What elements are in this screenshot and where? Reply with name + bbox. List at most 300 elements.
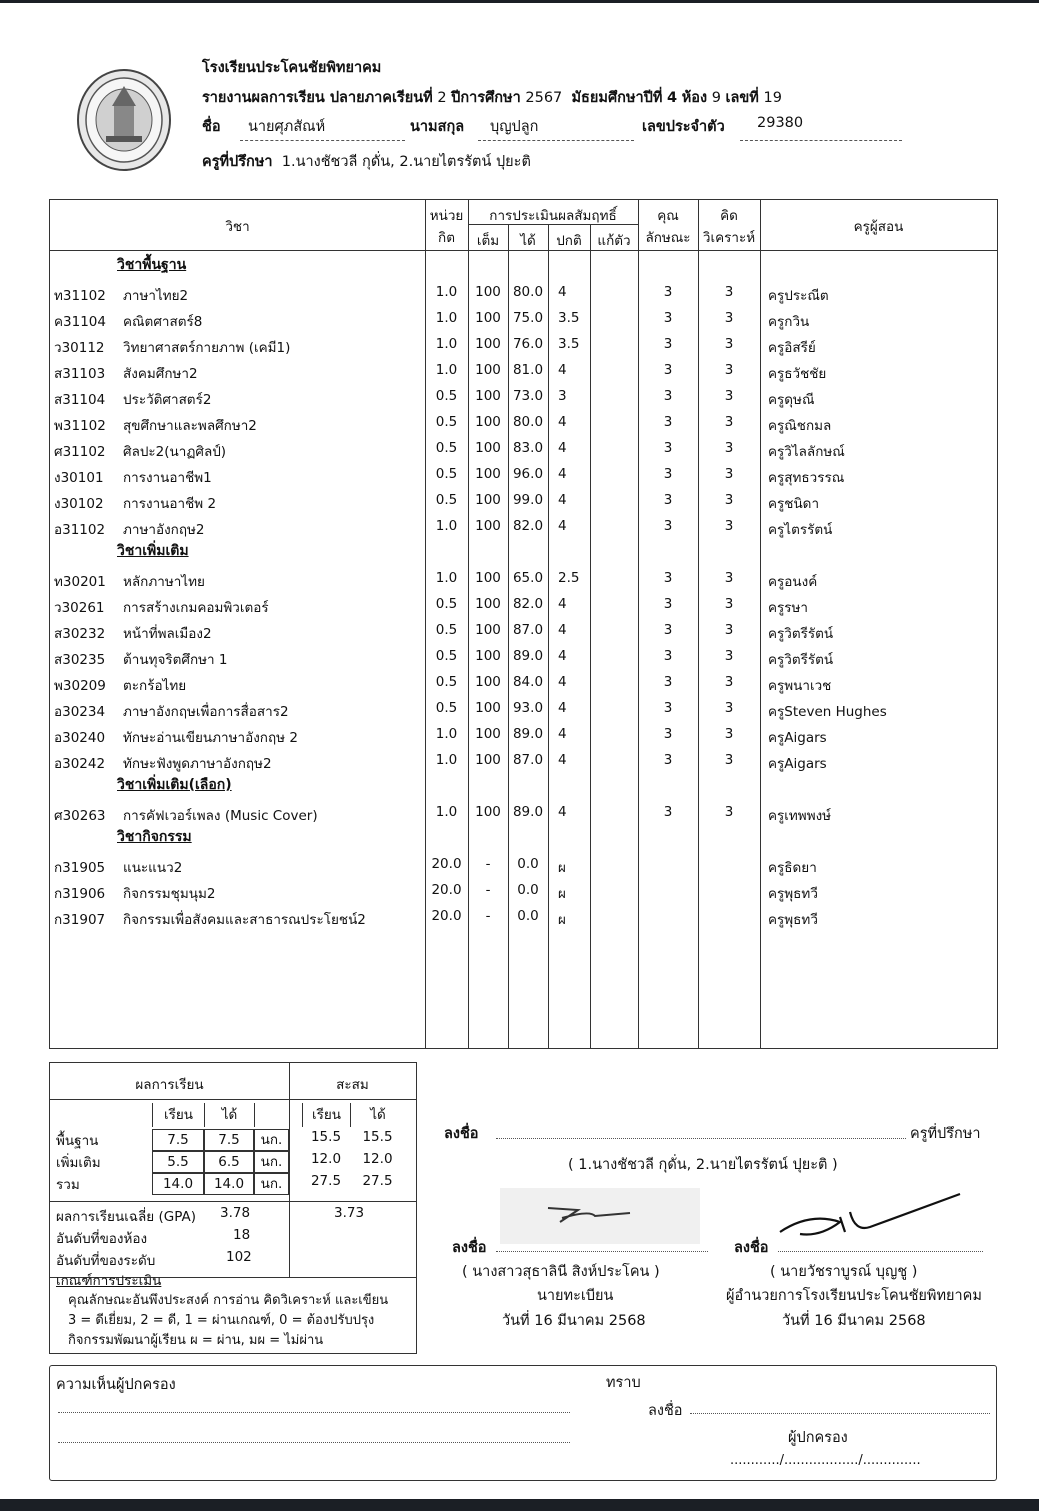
full-score: - [485,908,491,924]
trait-score: 3 [663,700,673,716]
trait-score: 3 [663,752,673,768]
summary-studied: 14.0 [152,1173,204,1195]
cum-gpa-value: 3.73 [334,1205,365,1221]
trait-score: 3 [663,518,673,534]
subject-name: วิทยาศาสตร์กายภาพ (เคมี1) [123,340,291,356]
grade: 4 [558,518,567,534]
score-got: 84.0 [512,674,544,690]
credit: 0.5 [435,648,458,664]
summary-cum-got: 27.5 [362,1173,393,1189]
subject-code: ง30101 [54,470,104,486]
grade: 3 [558,388,567,404]
full-score: 100 [475,388,501,404]
grade: 4 [558,674,567,690]
think-score: 3 [724,804,734,820]
cum-studied-header: เรียน [302,1103,350,1127]
full-score: 100 [475,570,501,586]
subject-name: หลักภาษาไทย [123,574,205,590]
subject-code: ส30235 [54,652,106,668]
school-seal-icon [76,68,172,172]
subject-code: ส31103 [54,366,106,382]
full-score: - [485,882,491,898]
subject-code: ก31907 [54,912,106,928]
subject-name: สังคมศึกษา2 [123,366,198,382]
trait-score: 3 [663,492,673,508]
score-got: 96.0 [512,466,544,482]
summary-unit: นก. [254,1173,289,1195]
trait-score: 3 [663,310,673,326]
bottom-edge [0,1499,1039,1511]
director-sign-label: ลงชื่อ [734,1240,769,1256]
table-row [50,748,997,774]
table-row [50,488,997,514]
subject-code: ว30261 [54,600,105,616]
score-got: 99.0 [512,492,544,508]
summary-cum-studied: 15.5 [310,1129,342,1145]
subject-name: ศิลปะ2(นาฏศิลป์) [123,444,227,460]
summary-box [49,1062,417,1354]
registrar-sign-label: ลงชื่อ [452,1240,487,1256]
teacher-name: ครูอนงค์ [768,574,818,590]
criteria-title: เกณฑ์การประเมิน [56,1273,162,1289]
teacher-name: ครูอิสรีย์ [768,340,816,356]
grade: 4 [558,362,567,378]
grade: 4 [558,596,567,612]
trait-score: 3 [663,804,673,820]
subject-code: ศ30263 [54,808,106,824]
full-score: 100 [475,466,501,482]
credit: 1.0 [435,804,458,820]
think-score: 3 [724,700,734,716]
full-score: 100 [475,492,501,508]
credit: 0.5 [435,440,458,456]
result-label: ผลการเรียน [135,1077,204,1093]
teacher-name: ครูวิตรีรัตน์ [768,652,834,668]
teacher-name: ครูชนิดา [768,496,820,512]
credit: 0.5 [435,414,458,430]
teacher-name: ครูสุทธวรรณ [768,470,845,486]
trait-score: 3 [663,388,673,404]
table-row [50,566,997,592]
section-title: วิชาเพิ่มเติม [117,543,189,559]
full-score: 100 [475,518,501,534]
criteria-line-1: คุณลักษณะอันพึงประสงค์ การอ่าน คิดวิเคราะห์ และเขียน [68,1293,389,1308]
think-score: 3 [724,388,734,404]
registrar-date: วันที่ 16 มีนาคม 2568 [502,1313,646,1329]
cumulative-label: สะสม [336,1077,369,1093]
surname-label: นามสกุล [410,119,465,135]
subject-code: ศ31102 [54,444,106,460]
full-score: 100 [475,700,501,716]
score-got: 80.0 [512,414,544,430]
full-score: 100 [475,622,501,638]
summary-got: 7.5 [204,1129,254,1151]
table-row [50,592,997,618]
parent-comment-label: ความเห็นผู้ปกครอง [56,1377,176,1393]
table-row [50,696,997,722]
subject-name: ภาษาอังกฤษเพื่อการสื่อสาร2 [123,704,289,720]
summary-got: 14.0 [204,1173,254,1195]
think-score: 3 [724,492,734,508]
parent-sign-label: ลงชื่อ [648,1403,683,1419]
summary-row-label: เพิ่มเติม [56,1155,101,1171]
subject-name: ประวัติศาสตร์2 [123,392,212,408]
teacher-name: ครูวิไลลักษณ์ [768,444,845,460]
think-score: 3 [724,440,734,456]
header-credit: หน่วย กิต [429,208,464,246]
subject-code: ก31906 [54,886,106,902]
level-rank-label: อันดับที่ของระดับ [56,1253,156,1269]
trait-score: 3 [663,596,673,612]
credit: 0.5 [435,492,458,508]
full-score: 100 [475,414,501,430]
teacher-name: ครูไตรรัตน์ [768,522,833,538]
summary-unit: นก. [254,1129,289,1151]
report-title: รายงานผลการเรียน ปลายภาคเรียนที่ 2 ปีการศึกษา 2567 มัธยมศึกษาปีที่ 4 ห้อง 9 เลขที่ 19 [202,90,782,106]
parent-role: ผู้ปกครอง [788,1430,848,1446]
think-score: 3 [724,752,734,768]
grade: 4 [558,492,567,508]
grade: 3.5 [558,336,580,352]
table-row [50,358,997,384]
teacher-name: ครูเทพพงษ์ [768,808,832,824]
score-got: 76.0 [512,336,544,352]
subject-code: อ30242 [54,756,106,772]
subject-name: กิจกรรมชุมนุม2 [123,886,216,902]
room-rank-value: 18 [233,1227,251,1243]
think-score: 3 [724,622,734,638]
grade: 4 [558,622,567,638]
grade: 4 [558,700,567,716]
score-got: 83.0 [512,440,544,456]
subject-code: พ31102 [54,418,106,434]
trait-score: 3 [663,622,673,638]
full-score: - [485,856,491,872]
advisor-role: ครูที่ปรึกษา [910,1126,981,1142]
header-assessment: การประเมินผลสัมฤทธิ์ [489,208,617,224]
score-got: 87.0 [512,752,544,768]
director-name: ( นายวัชราบูรณ์ บุญชู ) [770,1264,918,1280]
think-score: 3 [724,674,734,690]
teacher-name: ครูAigars [768,730,827,746]
summary-studied: 7.5 [152,1129,204,1151]
header-teacher: ครูผู้สอน [853,219,904,235]
think-score: 3 [724,284,734,300]
subject-name: การงานอาชีพ1 [123,470,212,486]
grade: ผ [558,912,566,928]
teacher-name: ครูรษา [768,600,809,616]
parent-sign-line[interactable] [690,1413,990,1414]
grade: 4 [558,726,567,742]
think-score: 3 [724,518,734,534]
subject-name: ภาษาอังกฤษ2 [123,522,205,538]
think-score: 3 [724,466,734,482]
credit: 1.0 [435,518,458,534]
table-row [50,904,997,930]
subject-name: กิจกรรมเพื่อสังคมและสาธารณประโยชน์2 [123,912,366,928]
teacher-name: ครูประณีต [768,288,829,304]
think-score: 3 [724,362,734,378]
grade: 4 [558,414,567,430]
subject-code: ว30112 [54,340,105,356]
subject-code: อ30234 [54,704,106,720]
subject-name: สุขศึกษาและพลศึกษา2 [123,418,257,434]
credit: 1.0 [435,310,458,326]
trait-score: 3 [663,362,673,378]
table-row [50,852,997,878]
director-role: ผู้อำนวยการโรงเรียนประโคนชัยพิทยาคม [726,1288,982,1304]
trait-score: 3 [663,466,673,482]
subject-code: ท31102 [54,288,106,304]
score-got: 89.0 [512,726,544,742]
score-got: 80.0 [512,284,544,300]
table-row [50,410,997,436]
subject-name: การงานอาชีพ 2 [123,496,217,512]
section-title: วิชาพื้นฐาน [117,257,187,273]
credit: 0.5 [435,466,458,482]
table-row [50,384,997,410]
subject-code: ส31104 [54,392,106,408]
studied-header: เรียน [152,1103,204,1127]
credit: 20.0 [431,908,462,924]
subject-name: การสร้างเกมคอมพิวเตอร์ [123,600,269,616]
credit: 20.0 [431,882,462,898]
score-got: 93.0 [512,700,544,716]
subject-name: ตะกร้อไทย [123,678,187,694]
advisor-names: ( 1.นางชัชวลี กุดั่น, 2.นายไตรรัตน์ ปุยะติ ) [568,1157,838,1173]
subject-code: ค31104 [54,314,106,330]
grade: 4 [558,466,567,482]
header-subject: วิชา [225,219,250,235]
registrar-role: นายทะเบียน [537,1288,614,1304]
credit: 1.0 [435,570,458,586]
grade: 4 [558,752,567,768]
parent-comment-box [49,1365,997,1481]
table-row [50,722,997,748]
top-edge [0,0,1039,3]
got-header: ได้ [204,1103,254,1127]
subject-code: อ31102 [54,522,106,538]
score-got: 89.0 [512,804,544,820]
student-name: นายศุภสัณห์ [248,119,326,135]
comment-line-1[interactable] [58,1412,570,1413]
think-score: 3 [724,310,734,326]
registrar-name: ( นางสาวสุธาลินี สิงห์ประโคน ) [462,1264,660,1280]
teacher-name: ครูณิชกมล [768,418,832,434]
full-score: 100 [475,440,501,456]
header-trait: คุณ ลักษณะ [645,208,691,246]
school-name: โรงเรียนประโคนชัยพิทยาคม [202,60,382,76]
think-score: 3 [724,726,734,742]
score-got: 0.0 [517,908,539,924]
table-row [50,436,997,462]
teacher-name: ครูพนาเวช [768,678,832,694]
trait-score: 3 [663,570,673,586]
full-score: 100 [475,648,501,664]
header-full: เต็ม [476,233,500,249]
subject-name: ต้านทุจริตศึกษา 1 [123,652,228,668]
score-got: 65.0 [512,570,544,586]
trait-score: 3 [663,414,673,430]
summary-got: 6.5 [204,1151,254,1173]
subject-code: พ30209 [54,678,106,694]
grade: 4 [558,648,567,664]
gpa-label: ผลการเรียนเฉลี่ย (GPA) [56,1209,196,1225]
grade: 4 [558,284,567,300]
score-got: 73.0 [512,388,544,404]
grade: ผ [558,886,566,902]
teacher-name: ครูพุธทวี [768,912,818,928]
full-score: 100 [475,336,501,352]
subject-code: ส30232 [54,626,106,642]
subject-name: แนะแนว2 [123,860,183,876]
teacher-name: ครูธิดยา [768,860,817,876]
subject-name: การคัฟเวอร์เพลง (Music Cover) [123,808,318,824]
director-date: วันที่ 16 มีนาคม 2568 [782,1313,926,1329]
subject-name: หน้าที่พลเมือง2 [123,626,212,642]
grades-table [49,199,998,1049]
section-title: วิชากิจกรรม [117,829,192,845]
score-got: 75.0 [512,310,544,326]
credit: 0.5 [435,674,458,690]
score-got: 87.0 [512,622,544,638]
criteria-line-3: กิจกรรมพัฒนาผู้เรียน ผ = ผ่าน, มผ = ไม่ผ่าน [68,1333,324,1348]
credit: 1.0 [435,362,458,378]
gpa-value: 3.78 [220,1205,251,1221]
full-score: 100 [475,310,501,326]
credit: 0.5 [435,700,458,716]
full-score: 100 [475,726,501,742]
cum-got-header: ได้ [350,1103,405,1127]
table-row [50,462,997,488]
header-think: คิด วิเคราะห์ [702,208,756,246]
teacher-name: ครูวิตรีรัตน์ [768,626,834,642]
subject-code: ท30201 [54,574,106,590]
acknowledged-label: ทราบ [606,1375,641,1391]
score-got: 89.0 [512,648,544,664]
subject-code: ง30102 [54,496,104,512]
header-normal: ปกติ [556,233,582,249]
full-score: 100 [475,284,501,300]
think-score: 3 [724,596,734,612]
name-label: ชื่อ [202,119,221,135]
advisor-line: ครูที่ปรึกษา 1.นางชัชวลี กุดั่น, 2.นายไตรรัตน์ ปุยะติ [202,154,531,170]
comment-line-2[interactable] [58,1442,570,1443]
score-got: 0.0 [517,882,539,898]
credit: 20.0 [431,856,462,872]
subject-name: ภาษาไทย2 [123,288,189,304]
subject-code: อ30240 [54,730,106,746]
parent-date[interactable]: ............/................../.............. [730,1453,921,1468]
trait-score: 3 [663,440,673,456]
level-rank-value: 102 [226,1249,252,1265]
think-score: 3 [724,648,734,664]
credit: 1.0 [435,726,458,742]
id-label: เลขประจำตัว [642,119,725,135]
credit: 0.5 [435,622,458,638]
section-title: วิชาเพิ่มเติม(เลือก) [117,777,232,793]
subject-name: ทักษะอ่านเขียนภาษาอังกฤษ 2 [123,730,298,746]
subject-name: ทักษะฟังพูดภาษาอังกฤษ2 [123,756,272,772]
student-id: 29380 [757,115,804,131]
table-row [50,878,997,904]
teacher-name: ครูธวัชชัย [768,366,827,382]
summary-row-label: พื้นฐาน [56,1133,99,1149]
full-score: 100 [475,674,501,690]
table-row [50,800,997,826]
subject-name: คณิตศาสตร์8 [123,314,203,330]
credit: 1.0 [435,284,458,300]
credit: 0.5 [435,596,458,612]
table-row [50,514,997,540]
table-row [50,618,997,644]
think-score: 3 [724,336,734,352]
teacher-name: ครูพุธทวี [768,886,818,902]
registrar-signature-icon [500,1188,700,1244]
score-got: 0.0 [517,856,539,872]
teacher-name: ครูSteven Hughes [768,704,887,720]
summary-cum-studied: 12.0 [310,1151,342,1167]
trait-score: 3 [663,726,673,742]
advisor-sign-label: ลงชื่อ [444,1126,479,1142]
grade: 3.5 [558,310,580,326]
unit-header [254,1103,289,1127]
credit: 0.5 [435,388,458,404]
credit: 1.0 [435,752,458,768]
table-row [50,306,997,332]
think-score: 3 [724,414,734,430]
full-score: 100 [475,752,501,768]
summary-unit: นก. [254,1151,289,1173]
summary-row-label: รวม [56,1177,80,1193]
criteria-line-2: 3 = ดีเยี่ยม, 2 = ดี, 1 = ผ่านเกณฑ์, 0 = ต้องปรับปรุง [68,1313,375,1328]
credit: 1.0 [435,336,458,352]
full-score: 100 [475,804,501,820]
grade: ผ [558,860,566,876]
table-row [50,644,997,670]
grade: 2.5 [558,570,580,586]
trait-score: 3 [663,648,673,664]
score-got: 81.0 [512,362,544,378]
summary-cum-got: 15.5 [362,1129,393,1145]
full-score: 100 [475,362,501,378]
table-row [50,332,997,358]
subject-code: ก31905 [54,860,106,876]
summary-cum-studied: 27.5 [310,1173,342,1189]
director-signature-icon [770,1192,970,1244]
grade: 4 [558,804,567,820]
summary-studied: 5.5 [152,1151,204,1173]
trait-score: 3 [663,284,673,300]
table-row [50,280,997,306]
full-score: 100 [475,596,501,612]
score-got: 82.0 [512,596,544,612]
student-surname: บุญปลูก [490,119,539,135]
header-retake: แก้ตัว [597,233,631,249]
trait-score: 3 [663,336,673,352]
summary-cum-got: 12.0 [362,1151,393,1167]
score-got: 82.0 [512,518,544,534]
table-row [50,670,997,696]
room-rank-label: อันดับที่ของห้อง [56,1231,148,1247]
teacher-name: ครูAigars [768,756,827,772]
grade: 4 [558,440,567,456]
teacher-name: ครูดุษณี [768,392,815,408]
trait-score: 3 [663,674,673,690]
header-got: ได้ [520,233,536,249]
think-score: 3 [724,570,734,586]
teacher-name: ครูกวิน [768,314,810,330]
